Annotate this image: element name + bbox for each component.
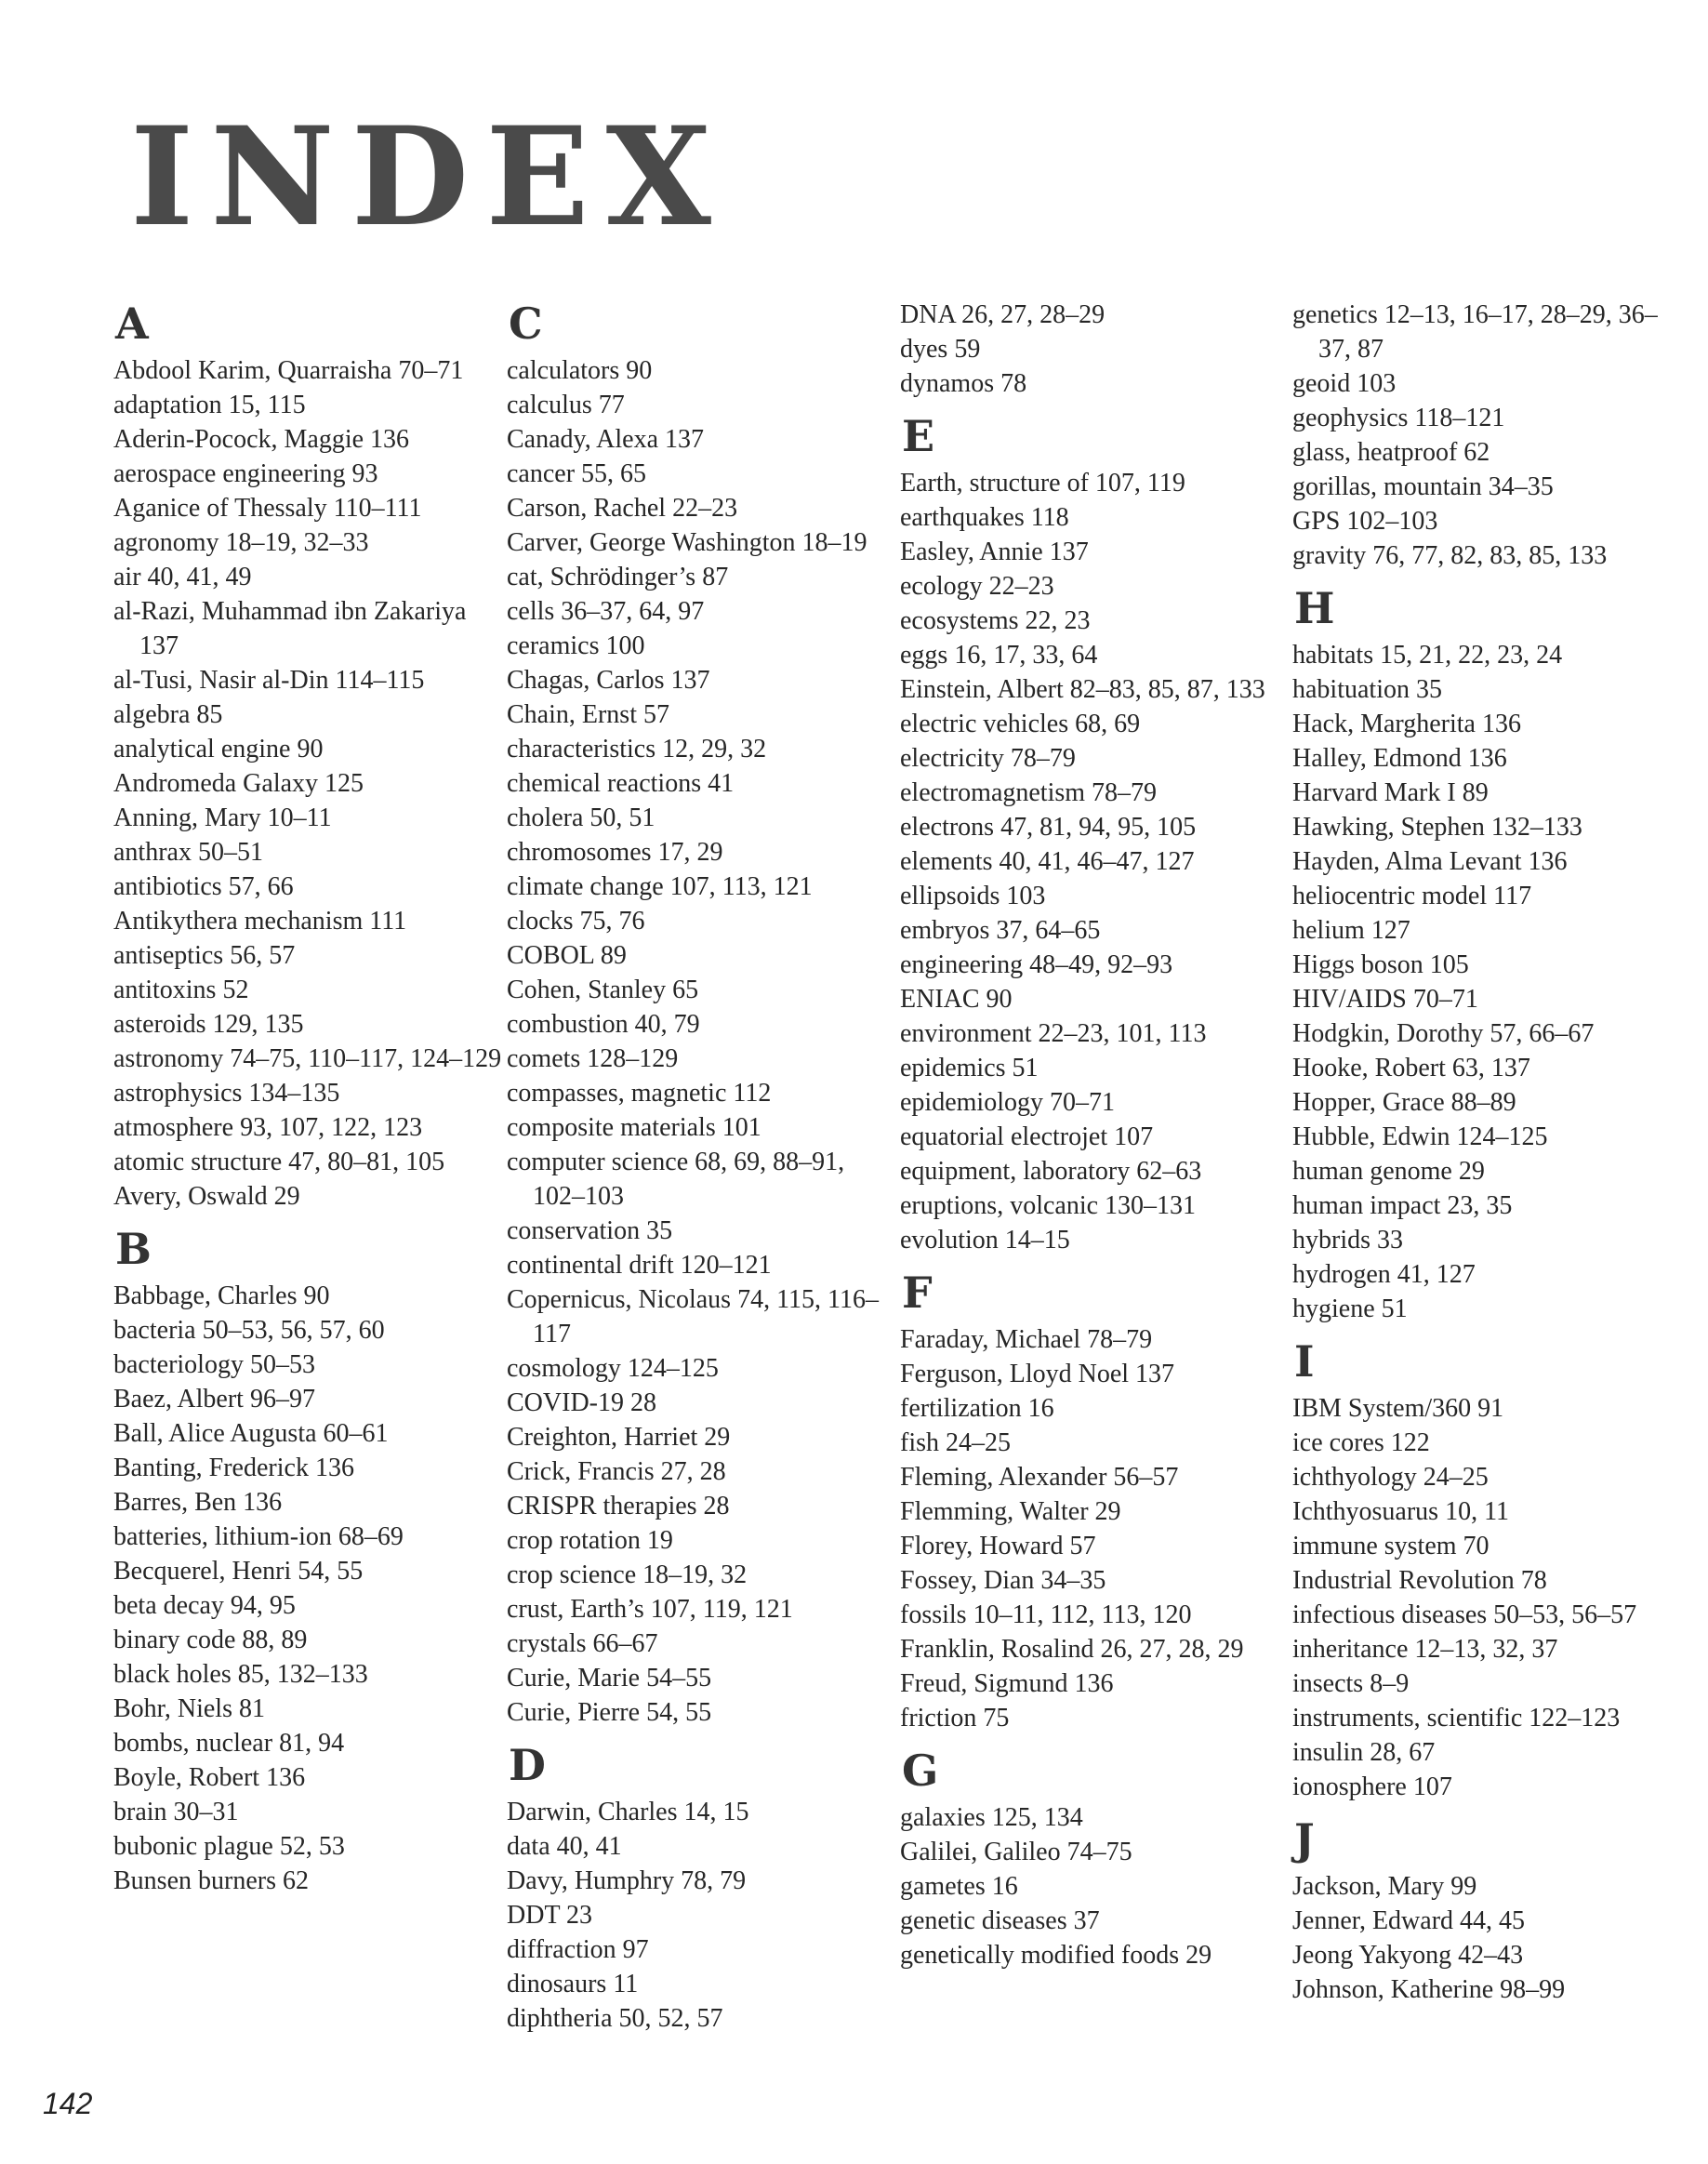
index-entry: hygiene 51 <box>1292 1294 1408 1323</box>
index-entry: calculus 77 <box>507 391 625 419</box>
index-entry: Creighton, Harriet 29 <box>507 1423 731 1452</box>
index-entry: Chain, Ernst 57 <box>507 700 669 729</box>
index-entry: infectious diseases 50–53, 56–57 <box>1292 1600 1637 1629</box>
section-letter: I <box>1294 1336 1315 1387</box>
index-entry: ellipsoids 103 <box>900 882 1046 910</box>
index-section <box>900 410 1291 1257</box>
index-entry: immune system 70 <box>1292 1532 1490 1560</box>
index-entry: comets 128–129 <box>507 1044 679 1073</box>
index-column-2 <box>507 298 897 2045</box>
index-entry: composite materials 101 <box>507 1113 761 1142</box>
index-entry: ecosystems 22, 23 <box>900 606 1091 635</box>
index-entry: insects 8–9 <box>1292 1669 1410 1698</box>
index-entry: Cohen, Stanley 65 <box>507 976 699 1004</box>
index-entry: friction 75 <box>900 1704 1010 1733</box>
index-entry: electrons 47, 81, 94, 95, 105 <box>900 813 1197 842</box>
index-section <box>1292 1813 1683 2007</box>
index-entry: Jackson, Mary 99 <box>1292 1872 1477 1901</box>
index-entry: al-Tusi, Nasir al-Din 114–115 <box>113 666 425 695</box>
index-entry: Hayden, Alma Levant 136 <box>1292 847 1568 876</box>
index-entry: Baez, Albert 96–97 <box>113 1385 315 1414</box>
index-entry: Einstein, Albert 82–83, 85, 87, 133 <box>900 675 1265 704</box>
index-entry: instruments, scientific 122–123 <box>1292 1704 1621 1733</box>
index-section <box>507 298 897 1730</box>
index-section <box>507 1739 897 2036</box>
index-entry: hybrids 33 <box>1292 1226 1403 1255</box>
index-entry: equipment, laboratory 62–63 <box>900 1157 1202 1186</box>
index-entry: geoid 103 <box>1292 369 1397 398</box>
page-number: 142 <box>43 2087 93 2120</box>
index-entry: inheritance 12–13, 32, 37 <box>1292 1635 1558 1664</box>
index-entry: crystals 66–67 <box>507 1629 658 1658</box>
index-entry: bacteria 50–53, 56, 57, 60 <box>113 1316 385 1345</box>
index-entry: bacteriology 50–53 <box>113 1350 315 1379</box>
index-entry: aerospace engineering 93 <box>113 459 378 488</box>
index-entry: agronomy 18–19, 32–33 <box>113 528 369 557</box>
index-entry: helium 127 <box>1292 916 1410 945</box>
index-entry: Banting, Frederick 136 <box>113 1454 354 1482</box>
index-entry: algebra 85 <box>113 700 223 729</box>
index-entry: electric vehicles 68, 69 <box>900 710 1141 738</box>
index-entry: eruptions, volcanic 130–131 <box>900 1191 1197 1220</box>
index-column-1 <box>113 298 504 1907</box>
index-entry: fertilization 16 <box>900 1394 1054 1423</box>
index-entry: bubonic plague 52, 53 <box>113 1832 345 1861</box>
index-entry: DNA 26, 27, 28–29 <box>900 300 1106 329</box>
index-section <box>900 298 1291 401</box>
index-entry: Jeong Yakyong 42–43 <box>1292 1941 1524 1970</box>
section-letter: C <box>509 299 543 349</box>
index-entry: human genome 29 <box>1292 1157 1485 1186</box>
index-entry: conservation 35 <box>507 1216 673 1245</box>
index-entry: clocks 75, 76 <box>507 907 645 936</box>
index-entry: diphtheria 50, 52, 57 <box>507 2004 723 2033</box>
index-entry: Faraday, Michael 78–79 <box>900 1325 1153 1354</box>
index-section <box>113 298 504 1214</box>
index-entry: gravity 76, 77, 82, 83, 85, 133 <box>1292 541 1608 570</box>
index-entry: COVID-19 28 <box>507 1388 656 1417</box>
index-entry: epidemiology 70–71 <box>900 1088 1115 1117</box>
index-entry: IBM System/360 91 <box>1292 1394 1504 1423</box>
index-entry: Avery, Oswald 29 <box>113 1182 300 1211</box>
index-entry: Hopper, Grace 88–89 <box>1292 1088 1516 1117</box>
index-section <box>900 1267 1291 1735</box>
section-letter: B <box>115 1224 152 1274</box>
index-entry: Franklin, Rosalind 26, 27, 28, 29 <box>900 1635 1244 1664</box>
index-entry: dynamos 78 <box>900 369 1027 398</box>
index-entry: cosmology 124–125 <box>507 1354 719 1383</box>
index-entry: gametes 16 <box>900 1872 1018 1901</box>
index-entry: dyes 59 <box>900 335 981 364</box>
index-entry: Anning, Mary 10–11 <box>113 803 332 832</box>
index-entry: Davy, Humphry 78, 79 <box>507 1866 747 1895</box>
index-entry: astronomy 74–75, 110–117, 124–129 <box>113 1044 502 1073</box>
index-column-3 <box>900 298 1291 1982</box>
index-entry: Ferguson, Lloyd Noel 137 <box>900 1360 1175 1388</box>
index-entry: adaptation 15, 115 <box>113 391 306 419</box>
index-entry: continental drift 120–121 <box>507 1251 772 1280</box>
index-entry: geophysics 118–121 <box>1292 404 1505 432</box>
index-entry: electricity 78–79 <box>900 744 1076 773</box>
index-entry: genetics 12–13, 16–17, 28–29, 36–37, 87 <box>1292 300 1658 364</box>
index-entry: crop science 18–19, 32 <box>507 1560 748 1589</box>
index-entry: asteroids 129, 135 <box>113 1010 304 1039</box>
index-entry: ichthyology 24–25 <box>1292 1463 1489 1492</box>
index-entry: heliocentric model 117 <box>1292 882 1532 910</box>
index-entry: Higgs boson 105 <box>1292 950 1469 979</box>
index-entry: insulin 28, 67 <box>1292 1738 1436 1767</box>
index-entry: Ball, Alice Augusta 60–61 <box>113 1419 389 1448</box>
index-entry: embryos 37, 64–65 <box>900 916 1101 945</box>
section-letter: G <box>902 1746 939 1796</box>
index-entry: equatorial electrojet 107 <box>900 1122 1154 1151</box>
index-entry: cancer 55, 65 <box>507 459 647 488</box>
index-entry: Jenner, Edward 44, 45 <box>1292 1906 1526 1935</box>
index-entry: CRISPR therapies 28 <box>507 1492 730 1520</box>
index-entry: anthrax 50–51 <box>113 838 263 867</box>
index-entry: Hubble, Edwin 124–125 <box>1292 1122 1548 1151</box>
index-entry: air 40, 41, 49 <box>113 563 252 591</box>
index-entry: antiseptics 56, 57 <box>113 941 296 970</box>
index-entry: Antikythera mechanism 111 <box>113 907 407 936</box>
index-entry: compasses, magnetic 112 <box>507 1079 772 1108</box>
index-entry: Canady, Alexa 137 <box>507 425 705 454</box>
index-entry: Darwin, Charles 14, 15 <box>507 1798 749 1826</box>
index-entry: Earth, structure of 107, 119 <box>900 469 1185 498</box>
index-entry: Industrial Revolution 78 <box>1292 1566 1547 1595</box>
index-entry: fossils 10–11, 112, 113, 120 <box>900 1600 1192 1629</box>
index-entry: data 40, 41 <box>507 1832 622 1861</box>
index-entry: antibiotics 57, 66 <box>113 872 294 901</box>
index-entry: Crick, Francis 27, 28 <box>507 1457 726 1486</box>
index-entry: Florey, Howard 57 <box>900 1532 1096 1560</box>
index-entry: DDT 23 <box>507 1901 593 1930</box>
index-entry: bombs, nuclear 81, 94 <box>113 1729 345 1758</box>
index-entry: Carson, Rachel 22–23 <box>507 494 738 523</box>
index-entry: combustion 40, 79 <box>507 1010 700 1039</box>
index-entry: Curie, Marie 54–55 <box>507 1664 712 1693</box>
index-entry: Andromeda Galaxy 125 <box>113 769 364 798</box>
index-entry: computer science 68, 69, 88–91, 102–103 <box>507 1148 845 1211</box>
index-entry: Fleming, Alexander 56–57 <box>900 1463 1179 1492</box>
index-entry: earthquakes 118 <box>900 503 1069 532</box>
index-entry: fish 24–25 <box>900 1428 1011 1457</box>
section-letter: H <box>1294 583 1335 633</box>
index-section <box>113 1223 504 1898</box>
index-entry: ice cores 122 <box>1292 1428 1430 1457</box>
index-entry: ENIAC 90 <box>900 985 1013 1014</box>
index-entry: binary code 88, 89 <box>113 1626 308 1654</box>
index-entry: glass, heatproof 62 <box>1292 438 1490 467</box>
index-section <box>1292 582 1683 1326</box>
index-entry: Halley, Edmond 136 <box>1292 744 1507 773</box>
index-entry: Johnson, Katherine 98–99 <box>1292 1975 1566 2004</box>
index-entry: Easley, Annie 137 <box>900 538 1089 566</box>
index-entry: Chagas, Carlos 137 <box>507 666 710 695</box>
index-entry: crop rotation 19 <box>507 1526 673 1555</box>
index-entry: climate change 107, 113, 121 <box>507 872 813 901</box>
index-entry: HIV/AIDS 70–71 <box>1292 985 1478 1014</box>
index-entry: Aganice of Thessaly 110–111 <box>113 494 422 523</box>
index-entry: Bunsen burners 62 <box>113 1866 309 1895</box>
index-entry: cells 36–37, 64, 97 <box>507 597 705 626</box>
index-entry: astrophysics 134–135 <box>113 1079 340 1108</box>
index-entry: Becquerel, Henri 54, 55 <box>113 1557 364 1586</box>
index-entry: Babbage, Charles 90 <box>113 1281 330 1310</box>
index-entry: calculators 90 <box>507 356 653 385</box>
index-entry: Carver, George Washington 18–19 <box>507 528 867 557</box>
index-entry: cat, Schrödinger’s 87 <box>507 563 729 591</box>
index-entry: Fossey, Dian 34–35 <box>900 1566 1106 1595</box>
index-entry: Galilei, Galileo 74–75 <box>900 1838 1132 1866</box>
index-entry: human impact 23, 35 <box>1292 1191 1513 1220</box>
index-entry: Hawking, Stephen 132–133 <box>1292 813 1582 842</box>
index-entry: Barres, Ben 136 <box>113 1488 283 1517</box>
index-entry: Ichthyosuarus 10, 11 <box>1292 1497 1510 1526</box>
index-entry: Aderin-Pocock, Maggie 136 <box>113 425 410 454</box>
index-entry: Abdool Karim, Quarraisha 70–71 <box>113 356 464 385</box>
index-entry: electromagnetism 78–79 <box>900 778 1158 807</box>
index-entry: dinosaurs 11 <box>507 1970 639 1998</box>
index-section <box>1292 298 1683 573</box>
index-column-4 <box>1292 298 1683 2016</box>
index-entry: habitats 15, 21, 22, 23, 24 <box>1292 641 1563 670</box>
index-entry: Flemming, Walter 29 <box>900 1497 1121 1526</box>
index-entry: ceramics 100 <box>507 631 645 660</box>
index-entry: al-Razi, Muhammad ibn Zakariya 137 <box>113 597 467 660</box>
index-entry: atmosphere 93, 107, 122, 123 <box>113 1113 423 1142</box>
index-entry: Hack, Margherita 136 <box>1292 710 1521 738</box>
section-letter: D <box>509 1740 546 1790</box>
index-entry: genetic diseases 37 <box>900 1906 1100 1935</box>
index-entry: eggs 16, 17, 33, 64 <box>900 641 1098 670</box>
index-entry: chemical reactions 41 <box>507 769 735 798</box>
section-letter: F <box>902 1268 933 1318</box>
index-entry: cholera 50, 51 <box>507 803 655 832</box>
index-entry: analytical engine 90 <box>113 735 324 763</box>
section-letter: A <box>115 299 149 349</box>
index-entry: habituation 35 <box>1292 675 1442 704</box>
index-entry: ionosphere 107 <box>1292 1772 1452 1801</box>
index-entry: epidemics 51 <box>900 1054 1039 1082</box>
index-entry: Bohr, Niels 81 <box>113 1694 265 1723</box>
index-entry: engineering 48–49, 92–93 <box>900 950 1173 979</box>
section-letter: E <box>902 411 935 461</box>
index-entry: antitoxins 52 <box>113 976 249 1004</box>
index-entry: environment 22–23, 101, 113 <box>900 1019 1207 1048</box>
index-entry: COBOL 89 <box>507 941 627 970</box>
index-entry: Copernicus, Nicolaus 74, 115, 116–117 <box>507 1285 879 1348</box>
index-entry: batteries, lithium-ion 68–69 <box>113 1522 404 1551</box>
index-entry: crust, Earth’s 107, 119, 121 <box>507 1595 793 1624</box>
index-section <box>900 1745 1291 1972</box>
index-entry: characteristics 12, 29, 32 <box>507 735 767 763</box>
index-entry: GPS 102–103 <box>1292 507 1438 536</box>
index-entry: Harvard Mark I 89 <box>1292 778 1489 807</box>
index-entry: Curie, Pierre 54, 55 <box>507 1698 712 1727</box>
index-entry: genetically modified foods 29 <box>900 1941 1212 1970</box>
index-entry: gorillas, mountain 34–35 <box>1292 472 1554 501</box>
index-entry: Hodgkin, Dorothy 57, 66–67 <box>1292 1019 1595 1048</box>
index-entry: beta decay 94, 95 <box>113 1591 296 1620</box>
index-entry: black holes 85, 132–133 <box>113 1660 368 1689</box>
index-entry: hydrogen 41, 127 <box>1292 1260 1476 1289</box>
index-entry: Freud, Sigmund 136 <box>900 1669 1114 1698</box>
index-entry: ecology 22–23 <box>900 572 1054 601</box>
index-entry: brain 30–31 <box>113 1798 239 1826</box>
index-entry: atomic structure 47, 80–81, 105 <box>113 1148 445 1176</box>
index-entry: chromosomes 17, 29 <box>507 838 723 867</box>
index-entry: evolution 14–15 <box>900 1226 1070 1255</box>
index-entry: Hooke, Robert 63, 137 <box>1292 1054 1530 1082</box>
index-entry: elements 40, 41, 46–47, 127 <box>900 847 1195 876</box>
index-entry: galaxies 125, 134 <box>900 1803 1083 1832</box>
section-letter: J <box>1294 1814 1315 1865</box>
index-section <box>1292 1335 1683 1804</box>
page-title: INDEX <box>130 98 728 257</box>
index-entry: diffraction 97 <box>507 1935 649 1964</box>
index-entry: Boyle, Robert 136 <box>113 1763 306 1792</box>
